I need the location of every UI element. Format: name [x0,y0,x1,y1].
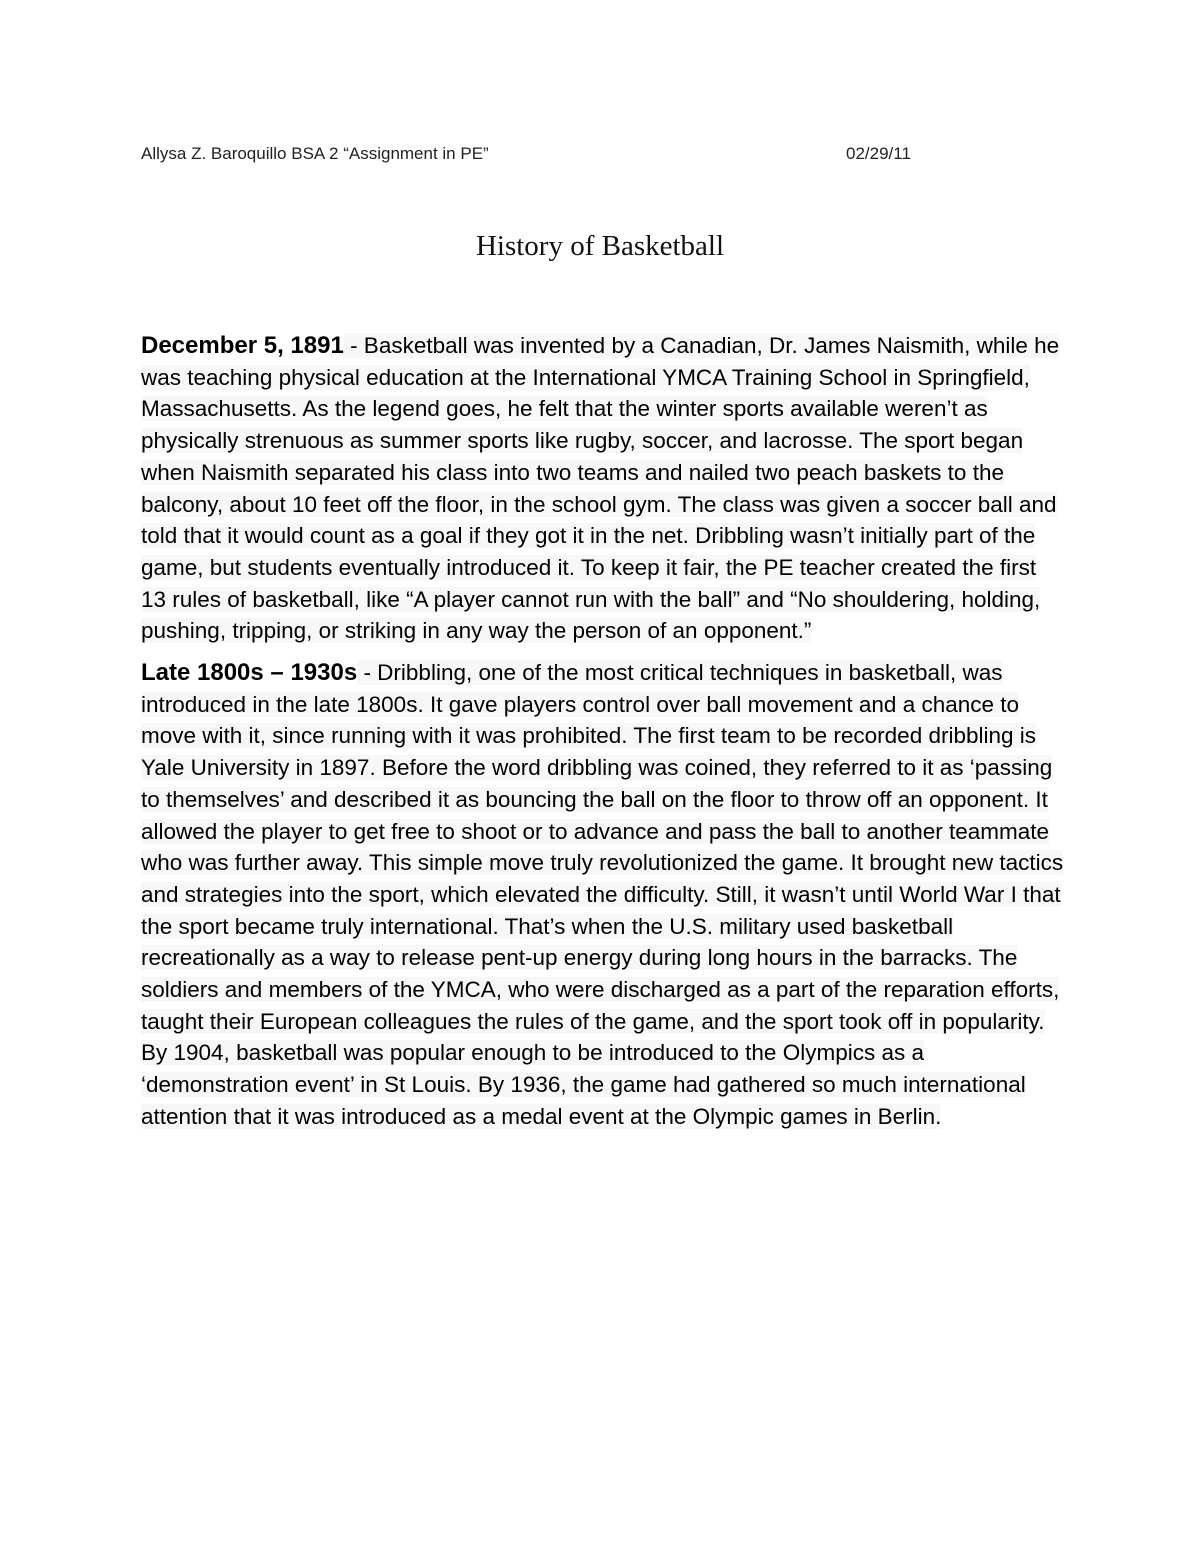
document-body [141,330,1066,1143]
section-text: - Dribbling, one of the most critical techniques in basketball, was introduced in the late 1800s. It gave players control over ball movement and a chance to move with it, since running with it was prohibited. The first team to be recorded dribbling is Yale University in 1897. Before the word dribbling was coined, they referred to it as ‘passing to themselves’ and described it as bouncing the ball on the floor to throw off an opponent. It allowed the player to get free to shoot or to advance and pass the ball to another teammate who was further away. This simple move truly revolutionized the game. It brought new tactics and strategies into the sport, which elevated the difficulty. Still, it wasn’t until World War I that the sport became truly international. That’s when the U.S. military used basketball recreationally as a way to release pent-up energy during long hours in the barracks. The soldiers and members of the YMCA, who were discharged as a part of the reparation efforts, taught their European colleagues the rules of the game, and the sport took off in popularity. By 1904, basketball was popular enough to be introduced to the Olympics as a ‘demonstration event’ in St Louis. By 1936, the game had gathered so much international attention that it was introduced as a medal event at the Olympic games in Berlin. [141,660,1064,1129]
section-late-1800s [141,657,1066,1133]
document-title: History of Basketball [475,230,725,262]
page-header [141,144,931,170]
author-line: Allysa Z. Baroquillo BSA 2 “Assignment in PE” [141,144,489,163]
section-date-label: December 5, 1891 [141,332,344,359]
section-1891 [141,330,1066,647]
header-date: 02/29/11 [846,144,911,163]
section-text: - Basketball was invented by a Canadian, Dr. James Naismith, while he was teaching physical education at the International YMCA Training School in Springfield, Massachusetts. As the legend goes, he felt that the winter sports available weren’t as physically strenuous as summer sports like rugby, soccer, and lacrosse. The sport began when Naismith separated his class into two teams and nailed two peach baskets to the balcony, about 10 feet off the floor, in the school gym. The class was given a soccer ball and told that it would count as a goal if they got it in the net. Dribbling wasn’t initially part of the game, but students eventually introduced it. To keep it fair, the PE teacher created the first 13 rules of basketball, like “A player cannot run with the ball” and “No shouldering, holding, pushing, tripping, or striking in any way the person of an opponent.” [141,333,1060,644]
section-date-label: Late 1800s – 1930s [141,659,358,687]
